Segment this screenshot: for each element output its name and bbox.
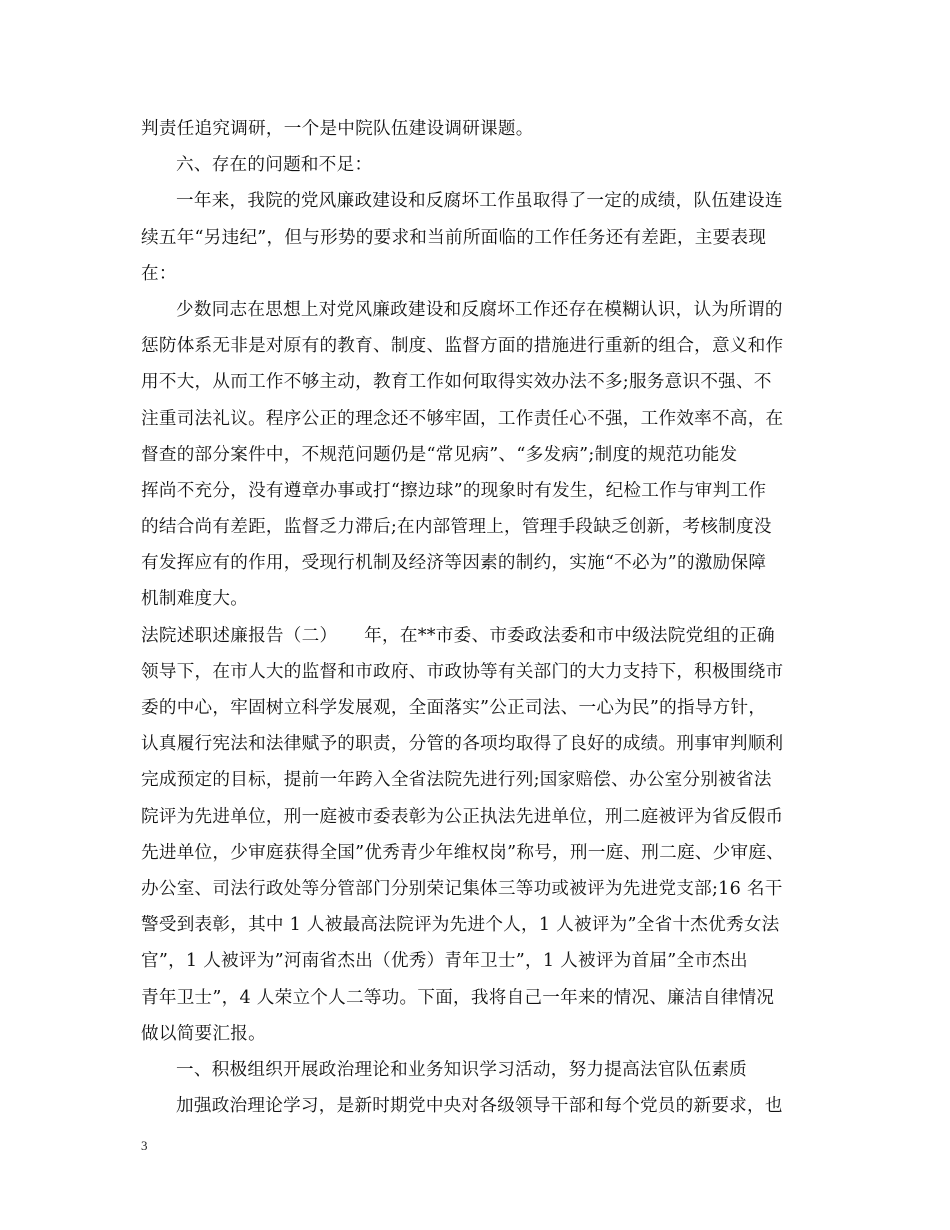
text-line: 一年来，我院的党风廉政建设和反腐坏工作虽取得了一定的成绩，队伍建设连	[176, 191, 783, 212]
text-line: 官”，1 人被评为”河南省杰出（优秀）青年卫士”，1 人被评为首届”全市杰出	[141, 951, 748, 972]
text-line: 在：	[141, 263, 177, 284]
text-line: 认真履行宪法和法律赋予的职责，分管的各项均取得了良好的成绩。刑事审判顺利	[141, 734, 784, 755]
report-title-line: 法院述职述廉报告（二） 年，在**市委、市委政法委和市中级法院党组的正确	[141, 625, 775, 646]
text-line: 完成预定的目标，提前一年跨入全省法院先进行列;国家赔偿、办公室分别被省法	[141, 770, 772, 791]
text-line: 用不大，从而工作不够主动，教育工作如何取得实效办法不多;服务意识不强、不	[141, 372, 772, 393]
text-line: 委的中心，牢固树立科学发展观，全面落实”公正司法、一心为民”的指导方针，	[141, 698, 767, 718]
text-line: 督查的部分案件中，不规范问题仍是“常见病”、“多发病”;制度的规范功能发	[141, 444, 738, 465]
text-line: 有发挥应有的作用，受现行机制及经济等因素的制约，实施“不必为”的激励保障	[141, 553, 767, 574]
text-line: 加强政治理论学习，是新时期党中央对各级领导干部和每个党员的新要求，也	[176, 1096, 783, 1117]
text-line: 机制难度大。	[141, 589, 249, 610]
text-line: 惩防体系无非是对原有的教育、制度、监督方面的措施进行重新的组合，意义和作	[141, 336, 784, 357]
text-line: 少数同志在思想上对党风廉政建设和反腐坏工作还存在模糊认识，认为所谓的	[176, 299, 783, 320]
page-number: 3	[141, 1138, 148, 1153]
text-line: 的结合尚有差距，监督乏力滞后;在内部管理上，管理手段缺乏创新，考核制度没	[141, 517, 772, 538]
section-heading: 六、存在的问题和不足：	[176, 155, 373, 176]
text-line: 领导下，在市人大的监督和市政府、市政协等有关部门的大力支持下，积极围绕市	[141, 661, 784, 682]
text-line: 先进单位，少审庭获得全国”优秀青少年维权岗”称号，刑一庭、刑二庭、少审庭、	[141, 842, 785, 863]
text-line: 办公室、司法行政处等分管部门分别荣记集体三等功或被评为先进党支部;16 名干	[141, 878, 783, 899]
text-line: 续五年“另违纪”，但与形势的要求和当前所面临的工作任务还有差距，主要表现	[141, 227, 767, 248]
text-line: 警受到表彰，其中 1 人被最高法院评为先进个人，1 人被评为”全省十杰优秀女法	[141, 915, 780, 936]
text-line: 院评为先进单位，刑一庭被市委表彰为公正执法先进单位，刑二庭被评为省反假币	[141, 806, 784, 827]
document-body	[141, 111, 821, 1124]
section-heading: 一、积极组织开展政治理论和业务知识学习活动，努力提高法官队伍素质	[176, 1059, 748, 1080]
text-line: 挥尚不充分，没有遵章办事或打“擦边球”的现象时有发生，纪检工作与审判工作	[141, 480, 767, 501]
text-line: 做以简要汇报。	[141, 1023, 266, 1044]
text-line: 青年卫士”，4 人荣立个人二等功。下面，我将自己一年来的情况、廉洁自律情况	[141, 987, 775, 1008]
text-line: 注重司法礼议。程序公正的理念还不够牢固，工作责任心不强，工作效率不高，在	[141, 408, 784, 429]
text-line: 判责任追究调研，一个是中院队伍建设调研课题。	[141, 119, 534, 139]
